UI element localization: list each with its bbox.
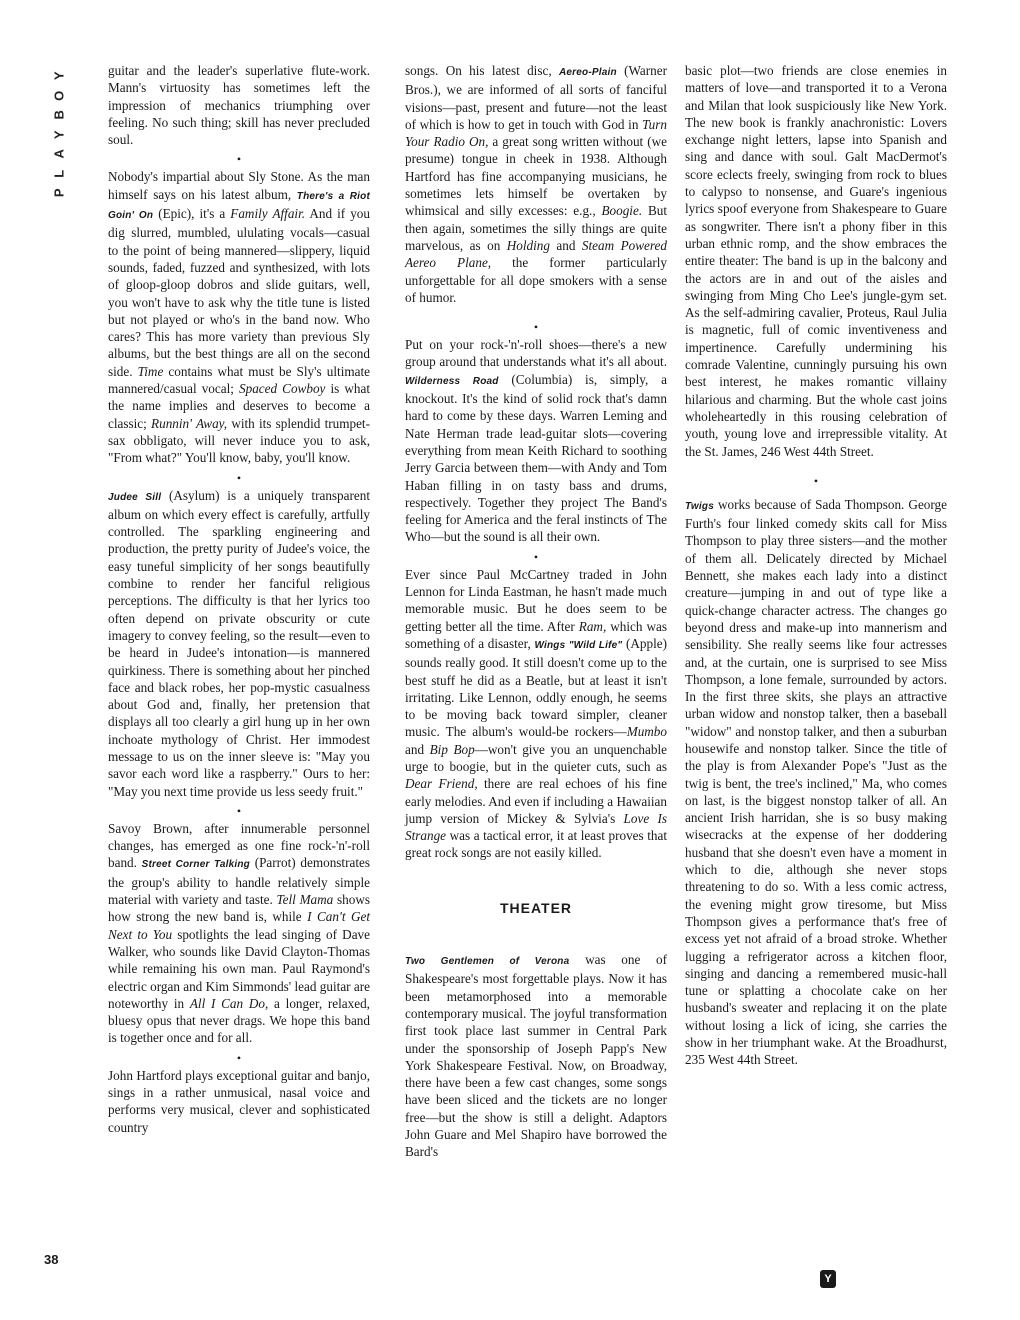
paragraph-hartford-cont: songs. On his latest disc, Aereo-Plain (Warner Bros.), we are informed of all sorts of fanciful visions—past, present and future—not the least of which is how to get in touch with God in Turn Your Radio On, a great song written without (we presume) tongue in cheek in 1938. Although Hartford has fine accompanying musicians, he sometimes lets himself be overtaken by whimsical and silly excesses: e.g., Boogie. But then again, sometimes the silly things are quite marvelous, as on Holding and Steam Powered Aereo Plane, the former particularly unforgettable for all dope smokers with a sense of humor.	[405, 63, 668, 305]
section-divider-dot: •	[813, 473, 819, 488]
column-3	[685, 62, 947, 1069]
album-title-label: There's a Riot Goin' On	[108, 190, 370, 222]
album-title-label: Wilderness Road	[405, 375, 499, 387]
paragraph-wilderness-road: Put on your rock-'n'-roll shoes—there's a new group around that understands what it's all about. Wilderness Road (Columbia) is, simply, a knockout. It's the kind of solid rock that's damn hard to come by these days. Warren Leming and Nate Herman trade lead-guitar slots—covering everything from mean Keith Richard to soothing Jerry Garcia between them—with Andy and Tom Haban filling in on tasty bass and drums, respectively. Together they project The Band's feeling for America and the feral instincts of The Who—but the sound is all their own.	[405, 337, 667, 545]
paragraph-verona-cont: basic plot—two friends are close enemies in matters of love—and transported it to a Verona and Milan that look suspiciously like New York. The new book is frankly anachronistic: Lovers exchange night letters, lapse into Spanish and sing and dance with soul. Galt MacDermot's score eclects freely, swinging from rock to blues to calypso to nonsense, and Guare's ingenious lyrics spoof everyone from Shakespeare to Guare as songwriter. There isn't a phony fiber in this urban ethnic romp, and the show embraces the entire theater: The band is up in the balcony and the actors are in and out of the aisles and swinging from Ming Cho Lee's jungle-gym set. As the self-admiring cavalier, Proteus, Raul Julia is magnetic, full of comic inventiveness and impertinence. Carefully undermining his comrade Valentine, cunningly pursuing his own best interest, he makes romantic villainy hilarious and charming. But the whole cast joins wholeheartedly in this rousing celebration of youth, young love and irrepressible vitality. At the St. James, 246 West 44th Street.	[685, 63, 947, 459]
album-title-label: Wings "Wild Life"	[534, 639, 623, 651]
album-title-label: Aereo-Plain	[558, 67, 617, 78]
section-divider-dot: •	[533, 320, 539, 335]
play-title-label: Twigs	[685, 500, 714, 512]
section-divider-dot: •	[533, 549, 539, 564]
paragraph-mccartney: Ever since Paul McCartney traded in John Lennon for Linda Eastman, he hasn't made much memorable music. But he does seem to be getting better all the time. After Ram, which was something of a disaster, Wings "Wild Life" (Apple) sounds really good. It still doesn't come up to the best stuff he did as a Beatle, but at least it isn't irritating. Like Lennon, oddly enough, he seems to be moving back toward simpler, cleaner music. The album's would-be rockers—Mumbo and Bip Bop—won't give you an unquenchable urge to boogie, but in the quieter cuts, such as Dear Friend, there are real echoes of his fine early melodies. And even if including a Hawaiian jump version of Mickey & Sylvia's Love Is Strange was a tactical error, it at least proves that great rock songs are not easily killed.	[405, 566, 667, 861]
album-title-label: Street Corner Talking	[141, 859, 250, 871]
column-1	[108, 62, 370, 1136]
end-mark-icon: Y	[820, 1270, 836, 1288]
page-number: 38	[44, 1252, 59, 1267]
section-divider-dot: •	[236, 152, 242, 167]
column-2	[405, 62, 667, 1161]
album-title-label: Judee Sill	[108, 491, 162, 503]
section-divider-dot: •	[236, 470, 242, 485]
paragraph-two-gentlemen: Two Gentlemen of Verona was one of Shakespeare's most forgettable plays. Now it has been metamorphosed into a memorable contemporary musical. The joyful transformation first took place last summer in Central Park under the sponsorship of Joseph Papp's New York Shakespeare Festival. Now, on Broadway, there have been a few cast changes, some songs have been sliced and the tickets are no longer free—but the show is still a delight. Adaptors John Guare and Mel Shapiro have borrowed the Bard's	[405, 952, 667, 1160]
play-title-label: Two Gentlemen of Verona	[405, 956, 570, 968]
paragraph-twigs: Twigs works because of Sada Thompson. George Furth's four linked comedy skits call for Miss Thompson to play three sisters—and the mother of them all. Delicately directed by Michael Bennett, she makes each lady into a distinct creature—jumping in and out of type like a quick-change character actress. The changes go beyond dress and make-up into mannerism and sensibility. She really seems like four actresses and, at the curtain, one is surprised to see Miss Thompson, a lone female, surrounded by actors. In the first three skits, she plays an attractive urban widow and nonstop talker, then a baseball "widow" and nonstop talker, and then a suburban housewife and nonstop talker. Since the title of the play is from Alexander Pope's "Just as the twig is bent, the tree's inclined," Ma, who comes on last, is the biggest nonstop talker of all. An ancient Irish harridan, she is so busy making wisecracks at the expense of her doddering husband that she doesn't even have a moment in which to die, although she never stops threatening to do so. With a less comic actress, the evening might grow tiresome, but Miss Thompson gives a performance that's free of excess yet not afraid of a broad stroke. Whether lugging a refrigerator across a kitchen floor, singing and dancing a remembered music-hall tune or splatting a chocolate cake on her husband's sweater and replacing it on the plate without losing a lick of icing, she carries the show in her triumphant wake. At the Broadhurst, 235 West 44th Street.	[685, 496, 947, 1068]
magazine-name-vertical: Y O B Y A L P	[51, 71, 67, 198]
section-heading-theater: THEATER	[499, 899, 573, 916]
section-divider-dot: •	[236, 1050, 242, 1065]
paragraph-john-hartford: John Hartford plays exceptional guitar and banjo, sings in a rather unmusical, nasal voice and performs very musical, clever and sophisticated country	[108, 1067, 370, 1135]
paragraph: guitar and the leader's superlative flute-work. Mann's virtuosity has sometimes left the impression of mechanics triumphing over feeling. No such thing; skill has never precluded soul.	[108, 63, 370, 148]
paragraph-savoy-brown: Savoy Brown, after innumerable personnel changes, has emerged as one fine rock-'n'-roll band. Street Corner Talking (Parrot) demonstrates the group's ability to handle relatively simple material with variety and taste. Tell Mama shows how strong the new band is, while I Can't Get Next to You spotlights the lead singing of Dave Walker, who sounds like David Clayton-Thomas while remaining his own man. Paul Raymond's electric organ and Kim Simmonds' lead guitar are noteworthy in All I Can Do, a longer, relaxed, bluesy opus that never drags. We hope this band is together once and for all.	[108, 820, 370, 1046]
section-divider-dot: •	[236, 803, 242, 818]
paragraph-sly-stone: Nobody's impartial about Sly Stone. As the man himself says on his latest album, There's a Riot Goin' On (Epic), it's a Family Affair. And if you dig slurred, mumbled, ululating vocals—casual to the point of being mannered—slippery, liquid sounds, faded, fuzzed and synthesized, with lots of gloop-gloop dobros and slide guitars, well, you won't have to ask why the title tune is listed but not played or who's in the band now. Who cares? This has more variety than previous Sly albums, but the best things are all on the second side. Time contains what must be Sly's ultimate mannered/casual vocal; Spaced Cowboy is what the name implies and deserves to become a classic; Runnin' Away, with its splendid trumpet-sax obbligato, will never induce you to ask, "From what?" You'll know, baby, you'll know.	[108, 169, 371, 466]
paragraph-judee-sill: Judee Sill (Asylum) is a uniquely transparent album on which every effect is carefully, artfully controlled. The sparkling engineering and production, the pretty purity of Judee's voice, the easy tuneful simplicity of her songs beautifully combine to render her fanciful religious perceptions. The difficulty is that her lyrics too often depend on private obscurity or cute imagery to convey feeling, so the result—even to be heard in Judee's intonation—is mannered quirkiness. There is something about her pinched face and black robes, her pop-mystic casualness about God and, finally, her pretension that displays all too clearly a girl hung up in her own inchoate mythology of Christ. Her immodest message to us on the inner sleeve is: "May you savor each word like a raspberry." Ours to her: "May you next time provide us less seedy fruit."	[108, 487, 370, 799]
